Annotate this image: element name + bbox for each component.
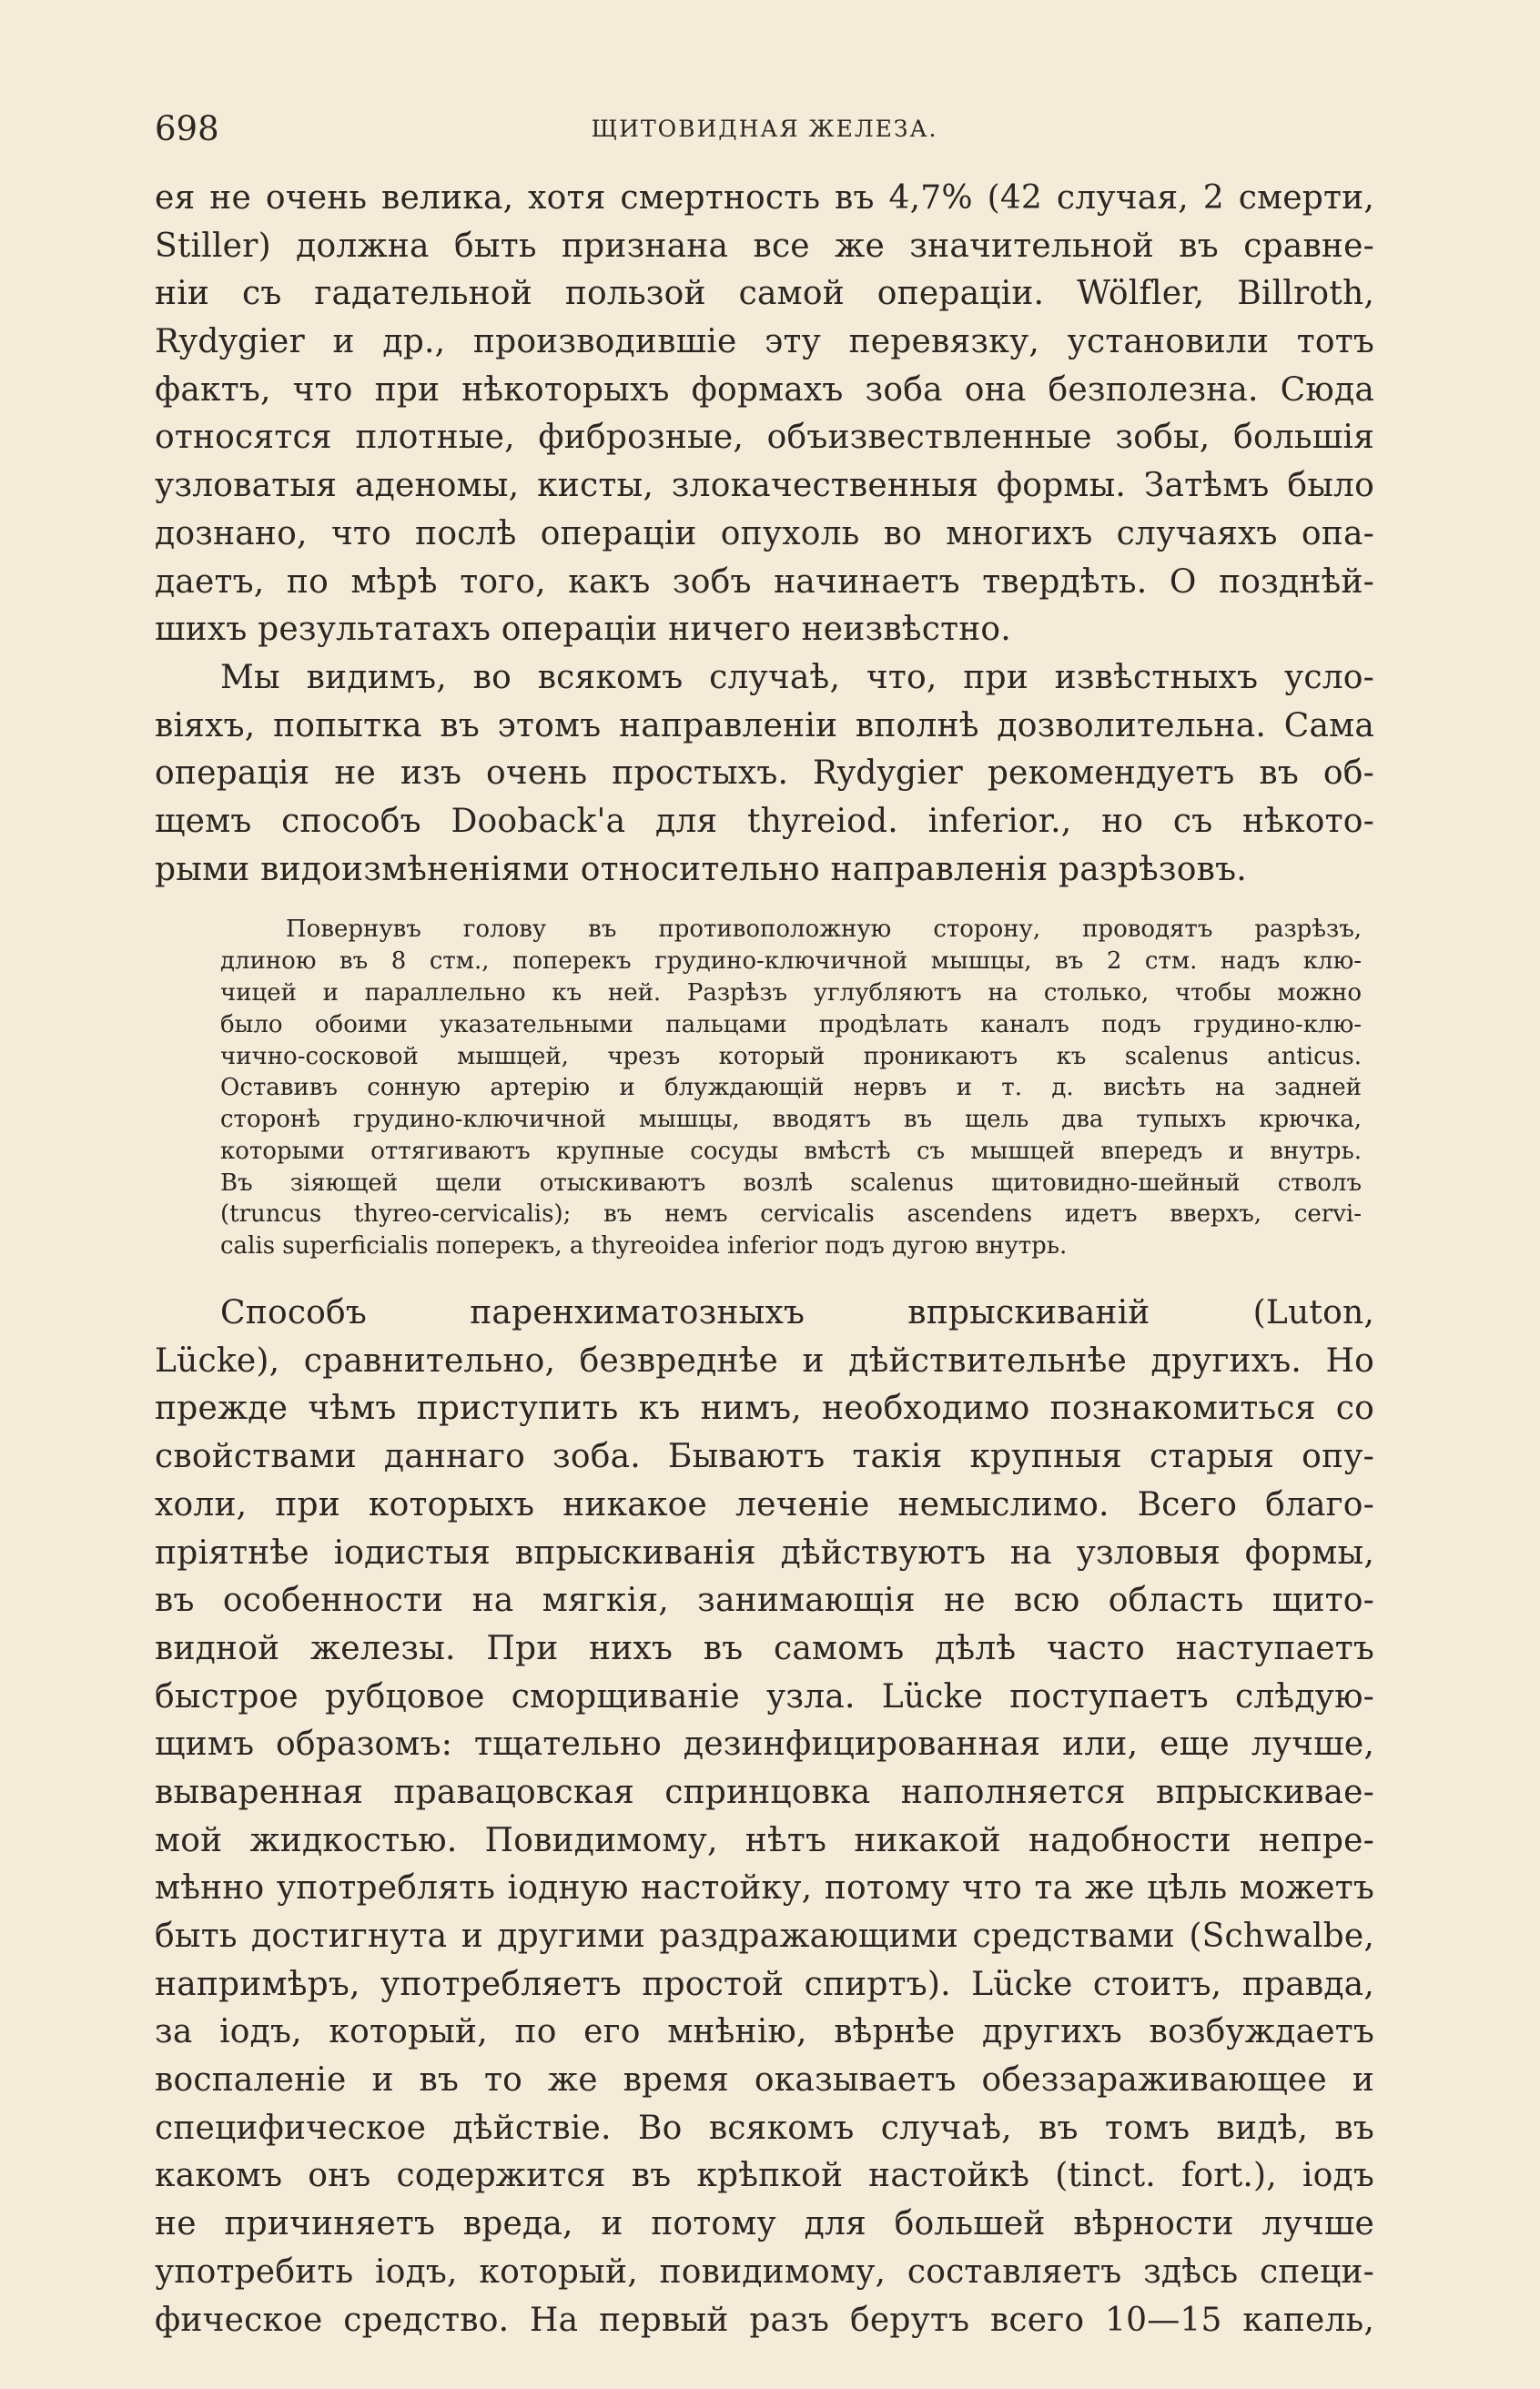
text-line: ніи съ гадательной пользой самой операціи. Wölfler, Billroth,: [155, 275, 1374, 313]
text-line: видной железы. При нихъ въ самомъ дѣлѣ часто наступаетъ: [155, 1629, 1374, 1667]
small-print-line: сторонѣ грудино-ключичной мышцы, вводятъ въ щель два тупыхъ крючка,: [220, 1106, 1362, 1134]
text-line: быстрое рубцовое сморщиваніе узла. Lücke поступаетъ слѣдую-: [155, 1677, 1374, 1716]
small-print-line: (truncus thyreo-cervicalis); въ немъ cervicalis ascendens идетъ вверхъ, cervi-: [220, 1200, 1362, 1229]
text-line: узловатыя аденомы, кисты, злокачественныя формы. Затѣмъ было: [155, 467, 1374, 505]
small-print-line: Повернувъ голову въ противоположную сторону, проводятъ разрѣзъ,: [286, 916, 1362, 944]
text-line: воспаленіе и въ то же время оказываетъ обеззараживающее и: [155, 2061, 1374, 2100]
text-line: Lücke), сравнительно, безвреднѣе и дѣйствительнѣе другихъ. Но: [155, 1341, 1374, 1380]
text-line: какомъ онъ содержится въ крѣпкой настойкѣ (tinct. fort.), іодъ: [155, 2157, 1374, 2195]
paragraph-2: [155, 654, 1374, 894]
text-line: Мы видимъ, во всякомъ случаѣ, что, при извѣстныхъ усло-: [220, 658, 1374, 696]
text-line: относятся плотные, фиброзные, объизвествленные зобы, большія: [155, 419, 1374, 457]
text-line: віяхъ, попытка въ этомъ направленіи вполнѣ дозволительна. Сама: [155, 706, 1374, 744]
text-line: за іодъ, который, по его мнѣнію, вѣрнѣе другихъ возбуждаетъ: [155, 2013, 1374, 2051]
small-print-line: было обоими указательными пальцами продѣлать каналъ подъ грудино-клю-: [220, 1010, 1362, 1038]
text-line: свойствами даннаго зоба. Бываютъ такія крупныя старыя опу-: [155, 1438, 1374, 1476]
text-line: фическое средство. На первый разъ берутъ всего 10—15 капель,: [155, 2301, 1374, 2339]
page-header: [155, 102, 1374, 157]
small-print-line: чицей и параллельно къ ней. Разрѣзъ углубляютъ на столько, чтобы можно: [220, 978, 1362, 1007]
text-line: ея не очень велика, хотя смертность въ 4,7% (42 случая, 2 смерти,: [155, 179, 1374, 217]
text-line: холи, при которыхъ никакое леченіе немыслимо. Всего благо-: [155, 1485, 1374, 1523]
text-line: Stiller) должна быть признана все же значительной въ сравне-: [155, 227, 1374, 265]
text-line: Способъ паренхиматозныхъ впрыскиваній (Luton,: [220, 1294, 1374, 1332]
running-head: ЩИТОВИДНАЯ ЖЕЛЕЗА.: [591, 116, 938, 142]
text-line: пріятнѣе іодистыя впрыскиванія дѣйствуютъ на узловыя формы,: [155, 1534, 1374, 1572]
paragraph-1: [155, 175, 1374, 654]
text-line: употребить іодъ, который, повидимому, составляетъ здѣсь специ-: [155, 2252, 1374, 2291]
small-print-line: calis superficialis поперекъ, а thyreoidea inferior подъ дугою внутрь.: [220, 1232, 1068, 1260]
text-line: мой жидкостью. Повидимому, нѣтъ никакой надобности непре-: [155, 1821, 1374, 1859]
text-line: фактъ, что при нѣкоторыхъ формахъ зоба она безполезна. Сюда: [155, 370, 1374, 409]
text-line: Rydygier и др., производившіе эту перевязку, установили тотъ: [155, 323, 1374, 361]
small-print-line: чично-сосковой мышцей, чрезъ который проникаютъ къ scalenus anticus.: [220, 1042, 1362, 1070]
text-line: дознано, что послѣ операціи опухоль во многихъ случаяхъ опа-: [155, 514, 1374, 552]
text-line: шихъ результатахъ операціи ничего неизвѣстно.: [155, 611, 1011, 649]
small-print-line: которыми оттягиваютъ крупные сосуды вмѣстѣ съ мышцей впередъ и внутрь.: [220, 1137, 1362, 1165]
small-print-line: Оставивъ сонную артерію и блуждающій нервъ и т. д. висѣть на задней: [220, 1074, 1362, 1102]
text-line: прежде чѣмъ приступить къ нимъ, необходимо познакомиться со: [155, 1390, 1374, 1428]
page-number: 698: [155, 109, 219, 148]
paragraph-3: [155, 1290, 1374, 2344]
body-text: [155, 175, 1374, 2344]
text-line: мѣнно употреблять іодную настойку, потому что та же цѣль можетъ: [155, 1869, 1374, 1908]
small-print-line: длиною въ 8 стм., поперекъ грудино-ключичной мышцы, въ 2 стм. надъ клю-: [220, 947, 1362, 976]
text-line: даетъ, по мѣрѣ того, какъ зобъ начинаетъ твердѣть. О позднѣй-: [155, 562, 1374, 601]
text-line: напримѣръ, употребляетъ простой спиртъ). Lücke стоитъ, правда,: [155, 1965, 1374, 2003]
text-line: быть достигнута и другими раздражающими средствами (Schwalbe,: [155, 1918, 1374, 1956]
text-line: не причиняетъ вреда, и потому для большей вѣрности лучше: [155, 2205, 1374, 2243]
text-line: рыми видоизмѣненіями относительно направленія разрѣзовъ.: [155, 850, 1247, 888]
text-line: специфическое дѣйствіе. Во всякомъ случаѣ, въ томъ видѣ, въ: [155, 2109, 1374, 2147]
text-line: въ особенности на мягкія, занимающія не всю область щито-: [155, 1582, 1374, 1620]
small-print-note: [155, 914, 1374, 1262]
text-line: вываренная правацовская спринцовка наполняется впрыскивае-: [155, 1773, 1374, 1811]
small-print-line: Въ зіяющей щели отыскиваютъ возлѣ scalenus щитовидно-шейный стволъ: [220, 1169, 1362, 1197]
text-line: щемъ способъ Dooback'а для thyreiod. inferior., но съ нѣкото-: [155, 802, 1374, 840]
text-line: щимъ образомъ: тщательно дезинфицированная или, еще лучше,: [155, 1726, 1374, 1764]
text-line: операція не изъ очень простыхъ. Rydygier рекомендуетъ въ об-: [155, 754, 1374, 793]
